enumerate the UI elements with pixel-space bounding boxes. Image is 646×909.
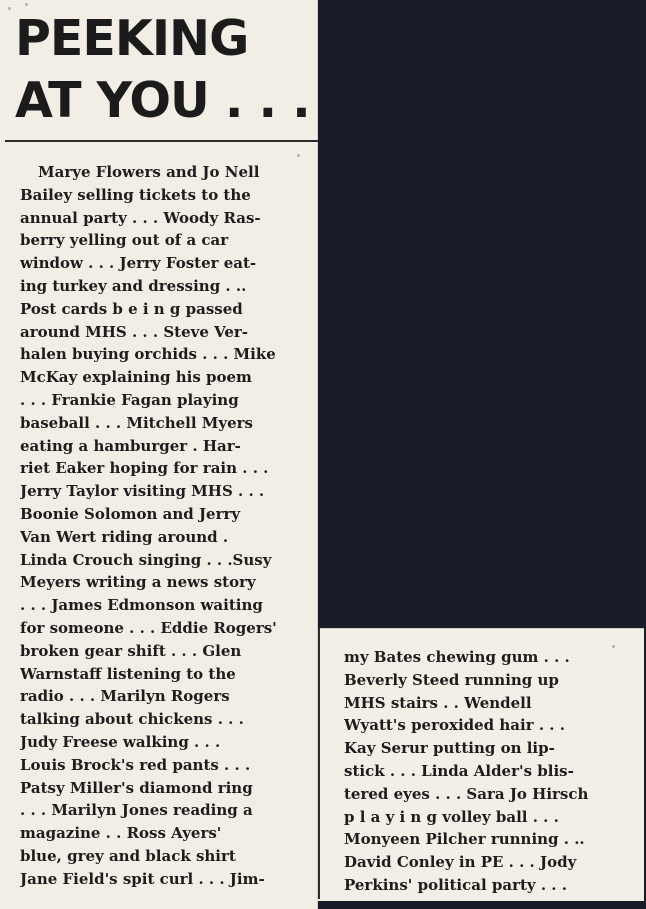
headline-line-1: PEEKING (15, 10, 249, 67)
text-line: halen buying orchids . . . Mike (20, 345, 276, 364)
text-line: Meyers writing a news story (20, 573, 256, 592)
text-line: magazine . . Ross Ayers' (20, 824, 222, 843)
text-line: window . . . Jerry Foster eat- (20, 254, 257, 273)
headline-line-2: AT YOU . . . (15, 72, 310, 129)
text-line: Jane Field's spit curl . . . Jim- (20, 869, 265, 888)
text-line: stick . . . Linda Alder's blis- (344, 761, 574, 780)
text-line: Warnstaff listening to the (20, 664, 236, 683)
text-line: riet Eaker hoping for rain . . . (20, 459, 269, 478)
text-line: Patsy Miller's diamond ring (20, 778, 253, 797)
headline (15, 8, 310, 132)
text-line: p l a y i n g volley ball . . . (344, 807, 559, 826)
text-line: broken gear shift . . . Glen (20, 641, 242, 660)
left-column-text (20, 161, 300, 891)
text-line: . . . James Edmonson waiting (20, 596, 263, 615)
text-line: Beverly Steed running up (344, 670, 559, 689)
text-line: . . . Marilyn Jones reading a (20, 801, 253, 820)
text-line: my Bates chewing gum . . . (344, 648, 570, 666)
text-line: David Conley in PE . . . Jody (344, 853, 577, 872)
text-line: talking about chickens . . . (20, 710, 244, 729)
text-line: Bailey selling tickets to the (20, 185, 251, 204)
text-line: Linda Crouch singing . . .Susy (20, 550, 272, 569)
paper-speck (297, 154, 300, 157)
text-line: eating a hamburger . Har- (20, 436, 241, 455)
headline-rule (5, 140, 318, 142)
text-line: Judy Freese walking . . . (20, 732, 221, 751)
text-line: blue, grey and black shirt (20, 846, 236, 865)
text-line: Louis Brock's red pants . . . (20, 755, 251, 774)
text-line: baseball . . . Mitchell Myers (20, 413, 253, 432)
text-line: Wyatt's peroxided hair . . . (344, 716, 565, 735)
text-line: berry yelling out of a car (20, 231, 229, 250)
text-line: Kay Serur putting on lip- (344, 739, 555, 758)
paper-speck (25, 3, 28, 6)
text-line: Marye Flowers and Jo Nell (38, 163, 260, 181)
text-line: Van Wert riding around . (20, 527, 229, 546)
paper-speck (612, 645, 615, 648)
text-line: McKay explaining his poem (20, 368, 252, 387)
text-line: annual party . . . Woody Ras- (20, 208, 261, 227)
text-line: Boonie Solomon and Jerry (20, 504, 241, 523)
paper-speck (8, 7, 11, 10)
text-line: Monyeen Pilcher running . .. (344, 830, 585, 849)
right-column-text (344, 646, 624, 897)
text-line: ing turkey and dressing . .. (20, 276, 247, 295)
text-line: for someone . . . Eddie Rogers' (20, 618, 277, 637)
text-line: Post cards b e i n g passed (20, 299, 243, 318)
text-line: Perkins' political party . . . (344, 875, 567, 894)
column-divider (318, 628, 320, 899)
text-line: MHS stairs . . Wendell (344, 693, 532, 712)
text-line: Jerry Taylor visiting MHS . . . (20, 482, 265, 501)
text-line: around MHS . . . Steve Ver- (20, 322, 249, 341)
text-line: radio . . . Marilyn Rogers (20, 687, 230, 706)
text-line: . . . Frankie Fagan playing (20, 390, 239, 409)
text-line: tered eyes . . . Sara Jo Hirsch (344, 784, 589, 803)
